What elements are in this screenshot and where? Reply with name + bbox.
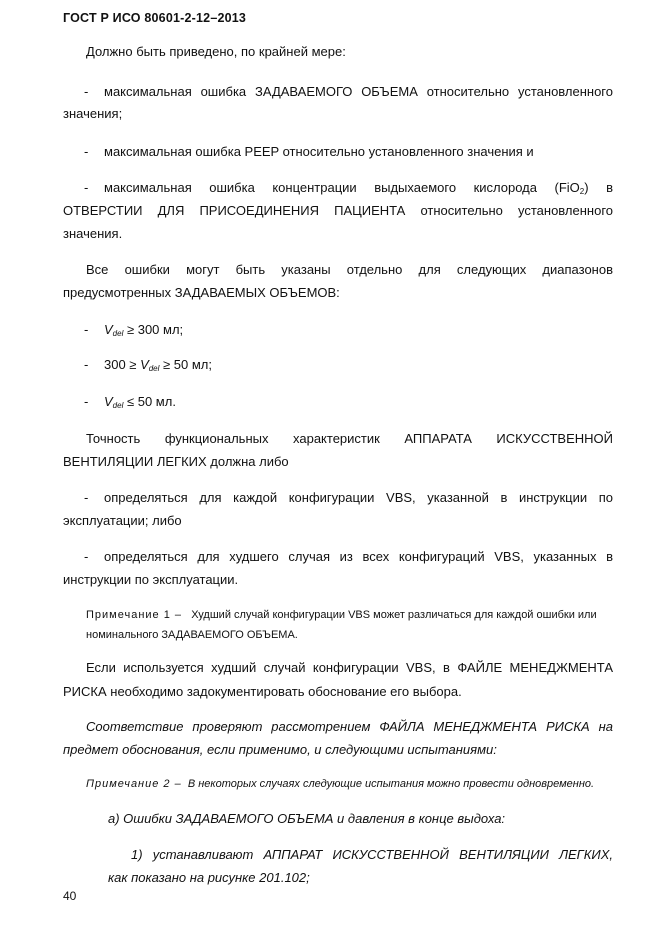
list-dash: - xyxy=(84,490,89,505)
list-dash: - xyxy=(84,144,89,159)
volume-range-item xyxy=(104,394,176,410)
symbol-v: V xyxy=(104,394,113,409)
volume-range-item xyxy=(104,322,183,338)
page-number: 40 xyxy=(63,889,77,903)
paragraph-intro: Должно быть приведено, по крайней мере: xyxy=(86,44,346,59)
note-label: Примечание 2 – xyxy=(86,778,182,790)
text-segment: ) в xyxy=(584,180,613,195)
list-item-text: ОТВЕРСТИИ ДЛЯ ПРИСОЕДИНЕНИЯ ПАЦИЕНТА относительно установленного xyxy=(63,203,613,218)
note-1 xyxy=(86,607,613,623)
paragraph: предусмотренных ЗАДАВАЕМЫХ ОБЪЕМОВ: xyxy=(63,285,340,300)
list-dash: - xyxy=(84,84,89,99)
list-item-text xyxy=(104,180,613,196)
note-1-continued: номинального ЗАДАВАЕМОГО ОБЪЕМА. xyxy=(86,629,298,641)
note-text: Худший случай конфигурации VBS может различаться для каждой ошибки или xyxy=(191,609,597,621)
symbol-v: V xyxy=(104,322,113,337)
paragraph: ВЕНТИЛЯЦИИ ЛЕГКИХ должна либо xyxy=(63,454,289,469)
symbol-v: V xyxy=(140,357,149,372)
subscript: del xyxy=(148,364,160,373)
fio2-line xyxy=(104,180,613,196)
document-header: ГОСТ Р ИСО 80601-2-12–2013 xyxy=(63,11,247,25)
text-segment: ≥ 300 мл; xyxy=(123,322,184,337)
list-item-text: инструкции по эксплуатации. xyxy=(63,572,239,587)
list-dash: - xyxy=(84,549,89,564)
list-dash: - xyxy=(84,322,89,337)
paragraph: Все ошибки могут быть указаны отдельно для следующих диапазонов xyxy=(86,262,613,277)
paragraph-compliance: Соответствие проверяют рассмотрением ФАЙЛА МЕНЕДЖМЕНТА РИСКА на xyxy=(86,719,613,734)
subscript: del xyxy=(112,329,124,338)
text-segment: ≤ 50 мл. xyxy=(123,394,176,409)
list-item-text: определяться для каждой конфигурации VBS, указанной в инструкции по xyxy=(104,490,613,505)
paragraph: Точность функциональных характеристик АППАРАТА ИСКУССТВЕННОЙ xyxy=(86,431,613,446)
subscript: 2 xyxy=(579,187,585,196)
test-step-1: 1) устанавливают АППАРАТ ИСКУССТВЕННОЙ ВЕНТИЛЯЦИИ ЛЕГКИХ, xyxy=(131,847,613,862)
list-dash: - xyxy=(84,394,89,409)
list-item-text: максимальная ошибка PEEP относительно установленного значения и xyxy=(104,144,534,159)
paragraph-compliance: предмет обоснования, если применимо, и следующими испытаниями: xyxy=(63,742,497,757)
list-dash: - xyxy=(84,357,89,372)
note-2 xyxy=(86,776,594,792)
subscript: del xyxy=(112,401,124,410)
note-text: В некоторых случаях следующие испытания можно провести одновременно. xyxy=(187,778,595,790)
test-step-1-continued: как показано на рисунке 201.102; xyxy=(108,870,310,885)
text-segment: 300 ≥ xyxy=(104,357,141,372)
list-item-text: значения. xyxy=(63,226,123,241)
paragraph: Если используется худший случай конфигурации VBS, в ФАЙЛЕ МЕНЕДЖМЕНТА xyxy=(86,660,613,675)
test-item-a: а) Ошибки ЗАДАВАЕМОГО ОБЪЕМА и давления в конце выдоха: xyxy=(108,811,506,826)
note-label: Примечание 1 – xyxy=(86,609,183,621)
text-segment: максимальная ошибка концентрации выдыхаемого кислорода (FiO xyxy=(104,180,580,195)
list-item-text: определяться для худшего случая из всех конфигураций VBS, указанных в xyxy=(104,549,613,564)
list-dash: - xyxy=(84,180,89,195)
paragraph: РИСКА необходимо задокументировать обоснование его выбора. xyxy=(63,684,462,699)
list-item-text: значения; xyxy=(63,106,123,121)
text-segment: ≥ 50 мл; xyxy=(159,357,212,372)
list-item-text: максимальная ошибка ЗАДАВАЕМОГО ОБЪЕМА относительно установленного xyxy=(104,84,613,99)
list-item-text: эксплуатации; либо xyxy=(63,513,182,528)
volume-range-item xyxy=(104,357,212,373)
